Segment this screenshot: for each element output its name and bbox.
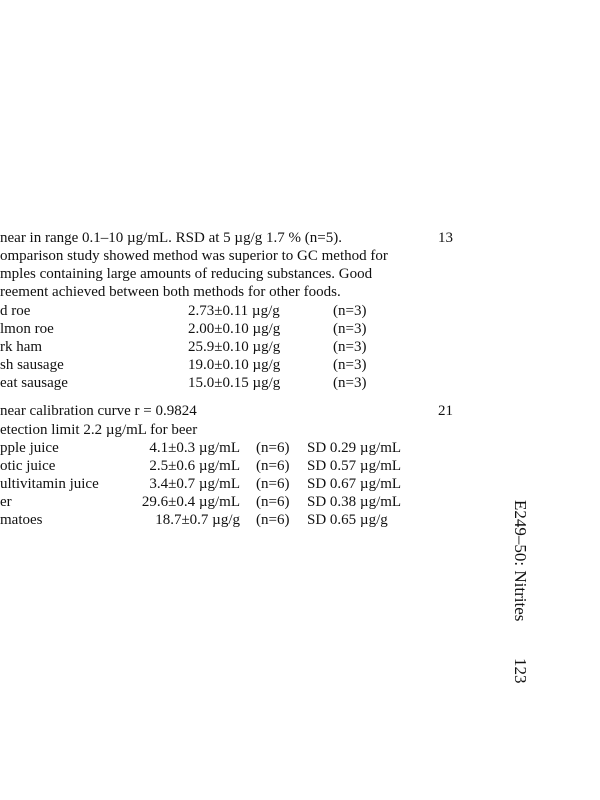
food-name: matoes — [0, 512, 43, 528]
sample-count: (n=3) — [333, 339, 367, 355]
block1-reference-number: 13 — [438, 230, 453, 246]
sample-count: (n=6) — [256, 494, 290, 510]
sample-count: (n=3) — [333, 303, 367, 319]
block1-table-row — [0, 320, 600, 338]
nitrite-value: 3.4±0.7 µg/mL — [149, 476, 240, 492]
nitrite-value: 2.5±0.6 µg/mL — [149, 458, 240, 474]
sample-count: (n=6) — [256, 512, 290, 528]
standard-deviation: SD 0.38 µg/mL — [307, 494, 402, 510]
block1-line-4: reement achieved between both methods for other foods. — [0, 284, 341, 300]
sample-count: (n=6) — [256, 440, 290, 456]
block1-table-row — [0, 356, 600, 374]
nitrite-value: 4.1±0.3 µg/mL — [149, 440, 240, 456]
food-name: er — [0, 494, 12, 510]
block1-table-row — [0, 302, 600, 320]
sample-count: (n=6) — [256, 458, 290, 474]
block2-reference-number: 21 — [438, 403, 453, 419]
food-name: rk ham — [0, 339, 43, 355]
block1-table-row — [0, 338, 600, 356]
standard-deviation: SD 0.29 µg/mL — [307, 440, 402, 456]
standard-deviation: SD 0.65 µg/g — [307, 512, 388, 528]
food-name: sh sausage — [0, 357, 64, 373]
block2-line-1: near calibration curve r = 0.9824 — [0, 403, 197, 419]
food-name: otic juice — [0, 458, 56, 474]
page-number: 123 — [511, 658, 530, 684]
food-name: ultivitamin juice — [0, 476, 99, 492]
food-name: eat sausage — [0, 375, 68, 391]
food-name: d roe — [0, 303, 31, 319]
standard-deviation: SD 0.67 µg/mL — [307, 476, 402, 492]
block1-line-2: omparison study showed method was superior to GC method for — [0, 248, 388, 264]
block1-table-row — [0, 374, 600, 392]
sample-count: (n=3) — [333, 375, 367, 391]
food-name: pple juice — [0, 440, 59, 456]
sample-count: (n=6) — [256, 476, 290, 492]
block2-table-row — [0, 457, 600, 475]
block2-table-row — [0, 475, 600, 493]
sample-count: (n=3) — [333, 357, 367, 373]
nitrite-value: 25.9±0.10 µg/g — [188, 339, 281, 355]
nitrite-value: 2.00±0.10 µg/g — [188, 321, 281, 337]
nitrite-value: 18.7±0.7 µg/g — [155, 512, 240, 528]
block2-table-row — [0, 439, 600, 457]
nitrite-value: 2.73±0.11 µg/g — [188, 303, 280, 319]
block2-line-2: etection limit 2.2 µg/mL for beer — [0, 422, 198, 438]
food-name: lmon roe — [0, 321, 54, 337]
running-head: E249–50: Nitrites — [511, 500, 530, 622]
block1-line-3: mples containing large amounts of reducing substances. Good — [0, 266, 373, 282]
nitrite-value: 19.0±0.10 µg/g — [188, 357, 281, 373]
sample-count: (n=3) — [333, 321, 367, 337]
nitrite-value: 29.6±0.4 µg/mL — [141, 494, 240, 510]
nitrite-value: 15.0±0.15 µg/g — [188, 375, 281, 391]
block1-line-1: near in range 0.1–10 µg/mL. RSD at 5 µg/g 1.7 % (n=5). — [0, 230, 342, 246]
standard-deviation: SD 0.57 µg/mL — [307, 458, 402, 474]
